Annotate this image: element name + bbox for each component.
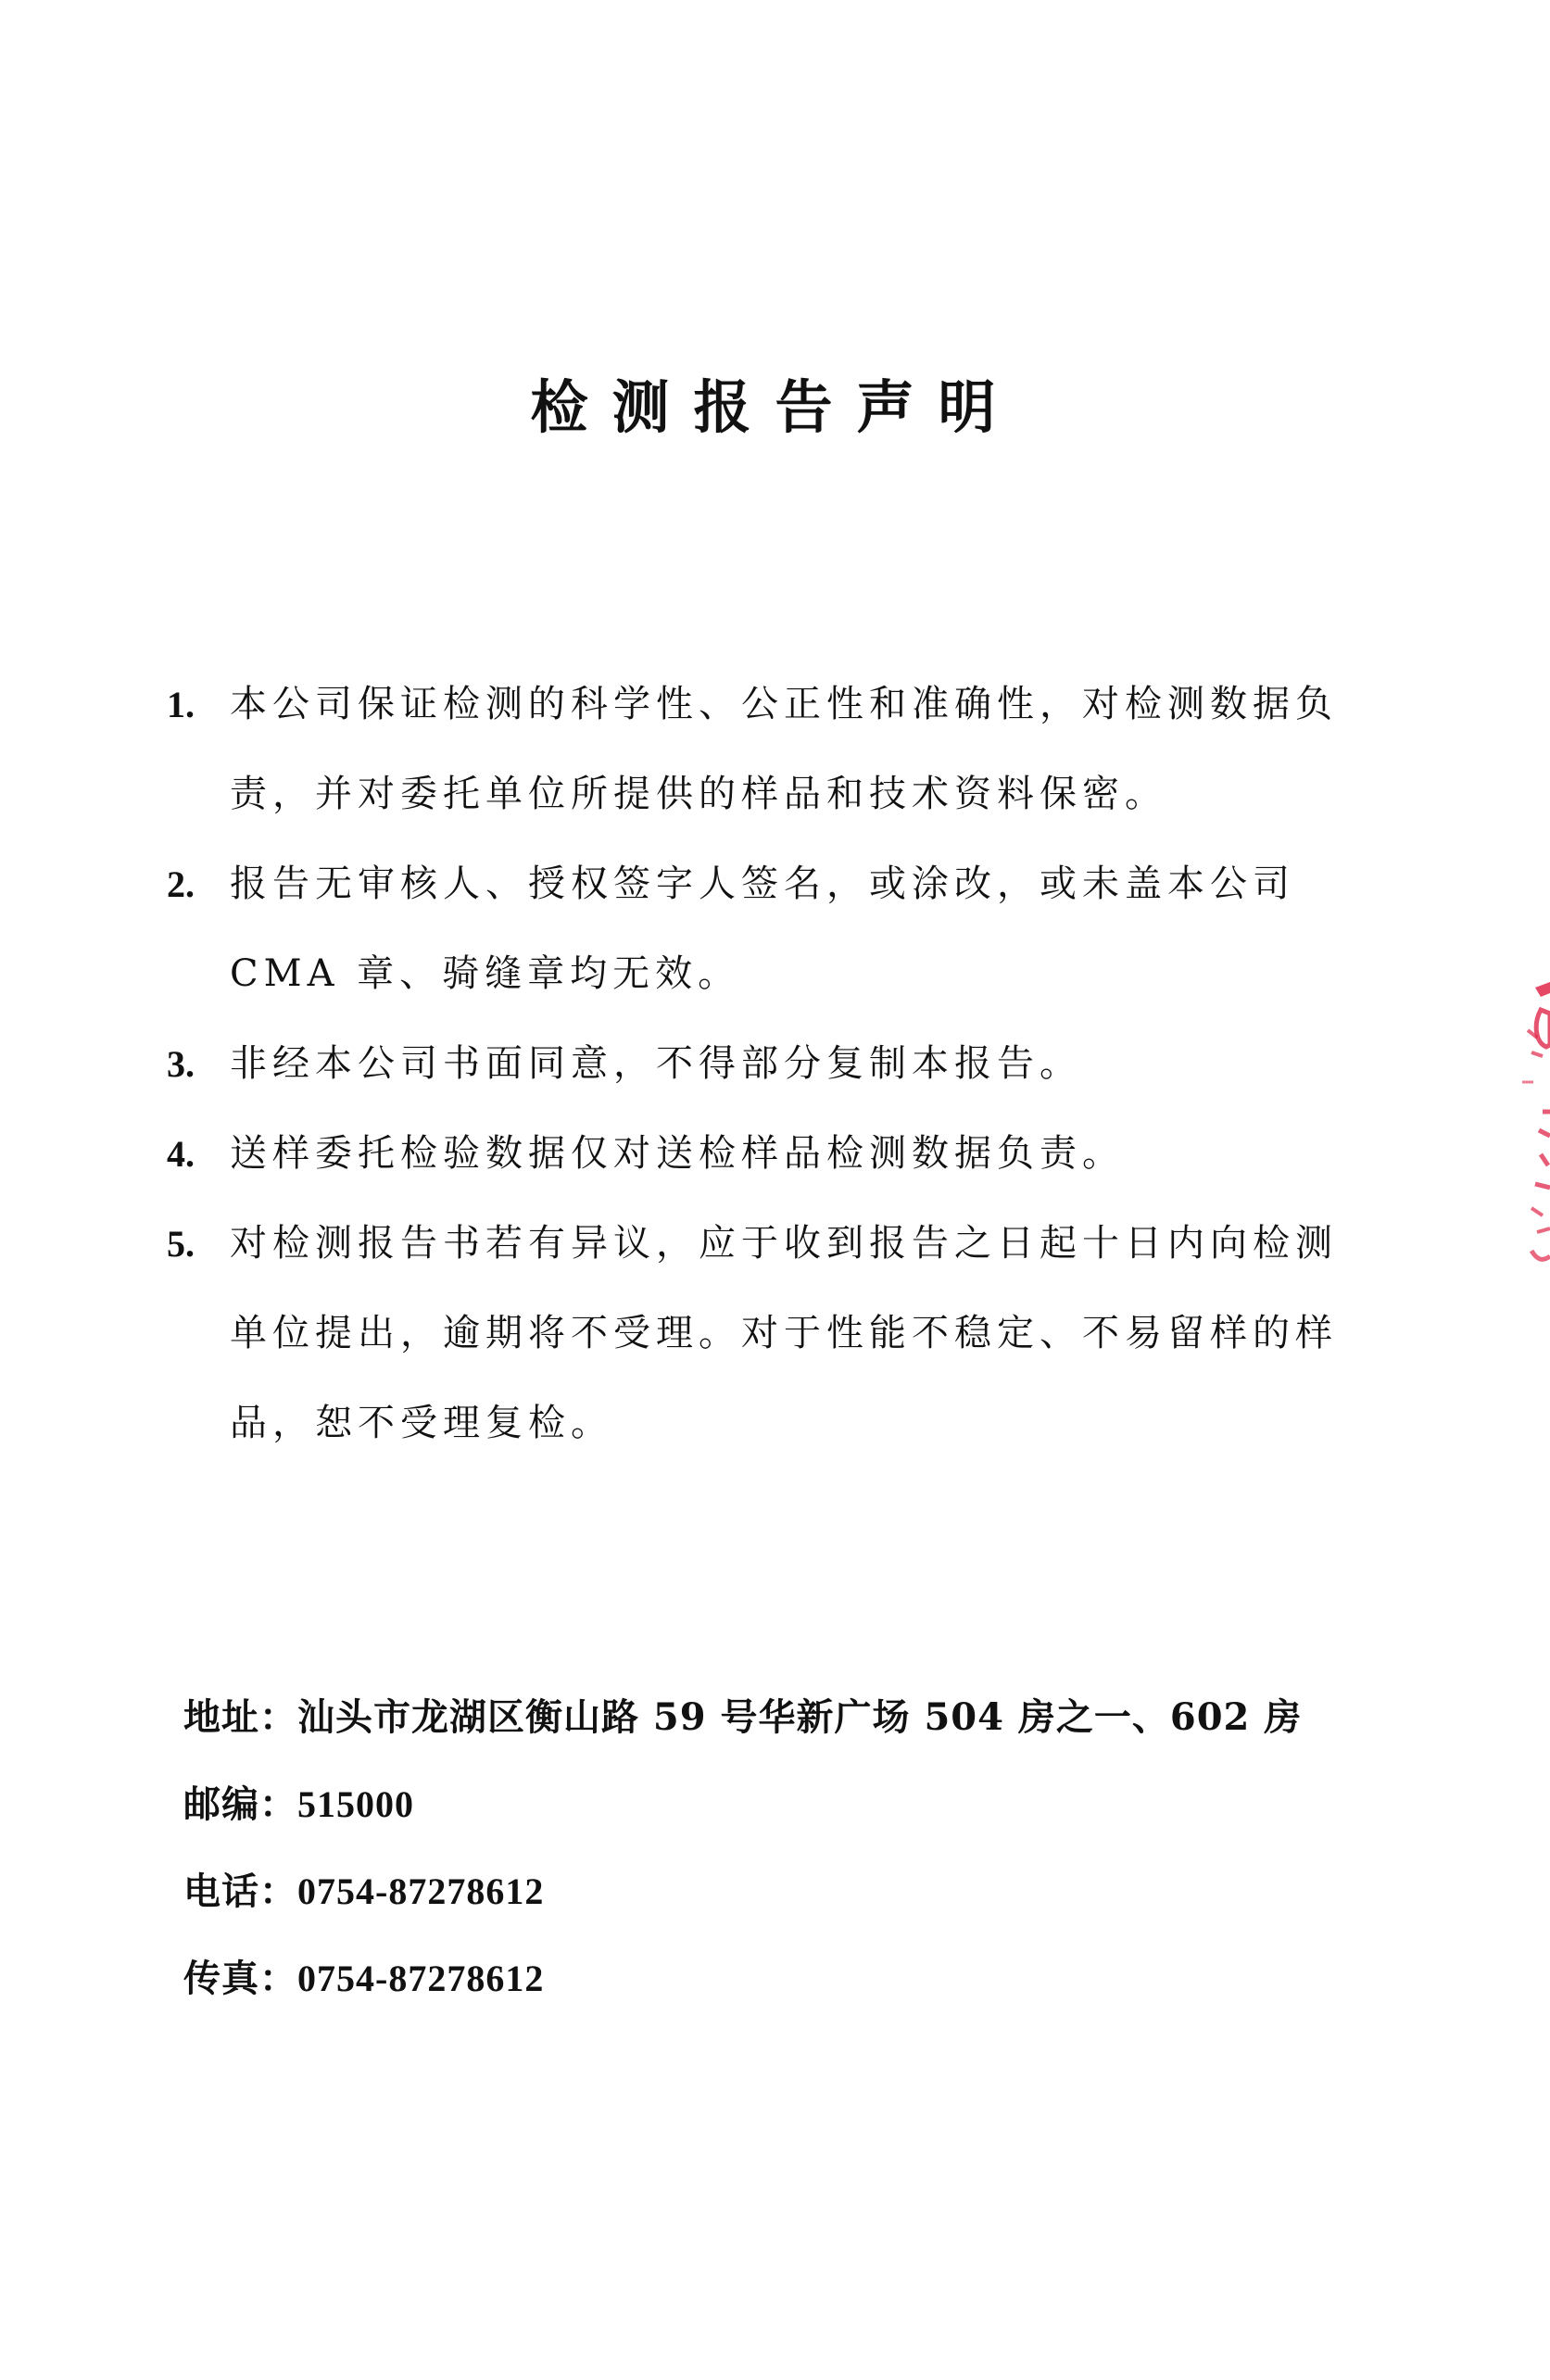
statement-item bbox=[167, 660, 1362, 839]
contact-info bbox=[183, 1674, 1388, 2022]
page-title: 检测报告声明 bbox=[530, 373, 1020, 441]
seam-stamp-fragment bbox=[1494, 973, 1550, 1343]
postcode-label: 邮编： bbox=[183, 1782, 297, 1826]
statement-text: 报告无审核人、授权签字人签名，或涂改，或未盖本公司 CMA 章、骑缝章均无效。 bbox=[230, 863, 1295, 995]
statement-item bbox=[167, 839, 1362, 1019]
phone-value: 0754-87278612 bbox=[297, 1870, 545, 1912]
statement-text: 送样委托检验数据仅对送检样品检测数据负责。 bbox=[230, 1132, 1125, 1175]
statement-item bbox=[167, 1199, 1362, 1468]
statement-item bbox=[167, 1109, 1362, 1199]
address-label: 地址： bbox=[183, 1695, 297, 1739]
statement-number: 1. bbox=[167, 684, 195, 725]
statement-number: 4. bbox=[167, 1133, 195, 1175]
fax-line bbox=[183, 1935, 1388, 2022]
statement-number: 3. bbox=[167, 1043, 195, 1085]
phone-label: 电话： bbox=[183, 1870, 297, 1913]
phone-line bbox=[183, 1848, 1388, 1935]
statement-item bbox=[167, 1019, 1362, 1109]
statement-text: 非经本公司书面同意，不得部分复制本报告。 bbox=[230, 1042, 1082, 1085]
statement-list bbox=[167, 660, 1362, 1468]
postcode-line bbox=[183, 1761, 1388, 1848]
address-value: 汕头市龙湖区衡山路 59 号华新广场 504 房之一、602 房 bbox=[297, 1695, 1303, 1739]
fax-label: 传真： bbox=[183, 1957, 297, 2000]
statement-number: 2. bbox=[167, 863, 195, 905]
statement-number: 5. bbox=[167, 1223, 195, 1265]
fax-value: 0754-87278612 bbox=[297, 1958, 545, 1999]
statement-text: 本公司保证检测的科学性、公正性和准确性，对检测数据负责，并对委托单位所提供的样品和技术资料保密。 bbox=[230, 683, 1338, 815]
postcode-value: 515000 bbox=[297, 1783, 414, 1825]
statement-text: 对检测报告书若有异议，应于收到报告之日起十日内向检测单位提出，逾期将不受理。对于性能不稳定、不易留样的样品，恕不受理复检。 bbox=[230, 1222, 1338, 1444]
address-line bbox=[183, 1674, 1388, 1761]
